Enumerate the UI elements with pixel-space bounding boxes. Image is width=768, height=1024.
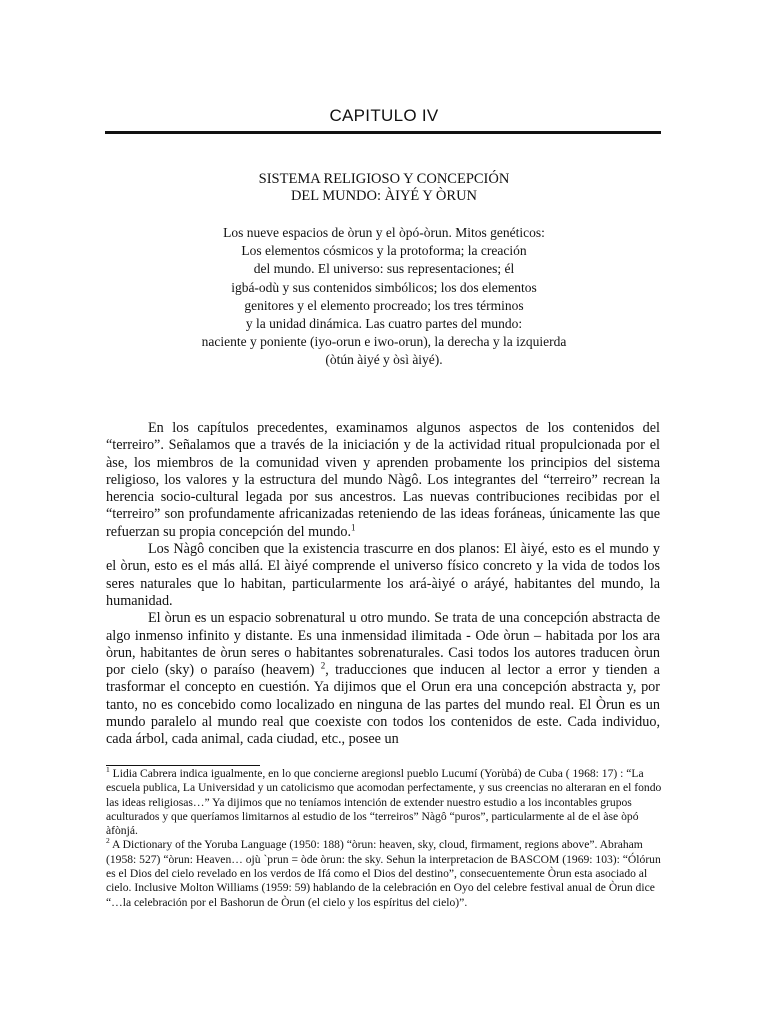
synopsis-line: igbá-odù y sus contenidos simbólicos; los dos elementos — [231, 279, 537, 295]
paragraph-text: El òrun es un espacio sobrenatural u otro mundo. Se trata de una concepción abstracta de algo inmenso infinito y distante. Es una inmensidad ilimitada - Ode òrun – habitada por los ara òrun, habitantes de òrun seres o habitantes sobrenaturales. Casi todos los autores traducen òrun por cielo (sky) o paraíso (heavem) — [106, 610, 660, 679]
footnote-text: Lidia Cabrera indica igualmente, en lo que concierne aregionsl pueblo Lucumí (Yorùbá) de Cuba ( 1968: 17) : “La escuela publica, La Universidad y un catolicismo que acomodan perfectamente, y sus creencias no alteraran en el fondo las ideas religiosas…” Ya dijimos que no teníamos intención de extender nuestro estudio a los incontables grupos aculturados y que queríamos limitarnos al estudio de los “terreiros” Nàgô “puros”, particularmente al de el àse òpó àfònjá. — [106, 767, 662, 838]
body-text — [106, 420, 660, 749]
synopsis-line: y la unidad dinámica. Las cuatro partes del mundo: — [245, 316, 523, 332]
footnote-rule — [106, 765, 260, 766]
synopsis-line: (òtún àiyé y òsì àiyé). — [325, 352, 443, 368]
subtitle-line: SISTEMA RELIGIOSO Y CONCEPCIÓN — [258, 171, 510, 187]
title-rule — [105, 131, 661, 134]
footnote-text: A Dictionary of the Yoruba Language (1950: 188) “òrun: heaven, sky, cloud, firmament, regions above”. Abraham (1958: 527) “òrun: Heaven… ojù `prun = òde òrun: the sky. Sehun la interpretacion de BASCOM (1969: 103): “Ólórun es el Dios del cielo revelado en los verdos de Ifá como el Dios del destino”, consecuentemente Òrun esta asociado al cielo. Inclusive Molton Williams (1959: 59) hablando de la celebración en Oyo del celebre festival anual de Òrun dice “…la celebración por el Bashorun de Òrun (el cielo y los espíritus del cielo)”. — [106, 838, 661, 909]
subtitle-line: DEL MUNDO: ÀIYÉ Y ÒRUN — [290, 188, 478, 204]
footnote-mark: 1 — [106, 765, 110, 775]
synopsis-line: naciente y poniente (iyo-orun e iwo-orun), la derecha y la izquierda — [201, 334, 567, 350]
footnote-ref: 2 — [320, 660, 326, 671]
chapter-title: CAPITULO IV — [329, 106, 439, 125]
chapter-synopsis — [0, 224, 768, 370]
footnotes — [106, 767, 662, 910]
chapter-subtitle — [0, 171, 768, 205]
footnote-ref: 1 — [351, 522, 356, 533]
synopsis-line: Los nueve espacios de òrun y el òpó-òrun. Mitos genéticos: — [223, 225, 545, 240]
synopsis-line: del mundo. El universo: sus representaciones; él — [253, 261, 515, 277]
synopsis-line: Los elementos cósmicos y la protoforma; la creación — [241, 243, 527, 259]
body-paragraph — [106, 420, 660, 541]
body-paragraph: Los Nàgô conciben que la existencia trascurre en dos planos: El àiyé, esto es el mundo y el òrun, esto es el más allá. El àiyé comprende el universo físico concreto y la vida de todos los seres naturales que lo habitan, particularmente los ará-àiyé o aráyé, habitantes del mundo, la humanidad. — [106, 541, 660, 609]
body-paragraph — [106, 610, 660, 748]
footnote — [106, 838, 662, 909]
synopsis-line: genitores y el elemento procreado; los tres términos — [244, 297, 524, 313]
paragraph-text: , traducciones que inducen al lector a error y tienden a trasformar el concepto en cuestión. Ya dijimos que el Orun era una concepción abstracta y, por tanto, no es concebido como localizado en ninguna de las partes del mundo real. El Òrun es un mundo paralelo al mundo real que coexiste con todos los contenidos de este. Cada individuo, cada árbol, cada animal, cada ciudad, etc., posee un — [106, 662, 660, 748]
footnote — [106, 767, 662, 838]
paragraph-text: En los capítulos precedentes, examinamos algunos aspectos de los contenidos del “terreiro”. Señalamos que a través de la iniciación y de la actividad ritual propulcionada por el àse, los miembros de la comunidad viven y aprenden probamente los principios del sistema religioso, los valores y la estructura del mundo Nàgô. Los integrantes del “terreiro” recrean la herencia socio-cultural legada por sus ancestros. Las nuevas contribuciones recibidas por el “terreiro” son profundamente africanizadas reteniendo de las ideas foráneas, únicamente las que refuerzan su propia concepción del mundo. — [106, 420, 660, 540]
footnote-mark: 2 — [106, 836, 110, 846]
